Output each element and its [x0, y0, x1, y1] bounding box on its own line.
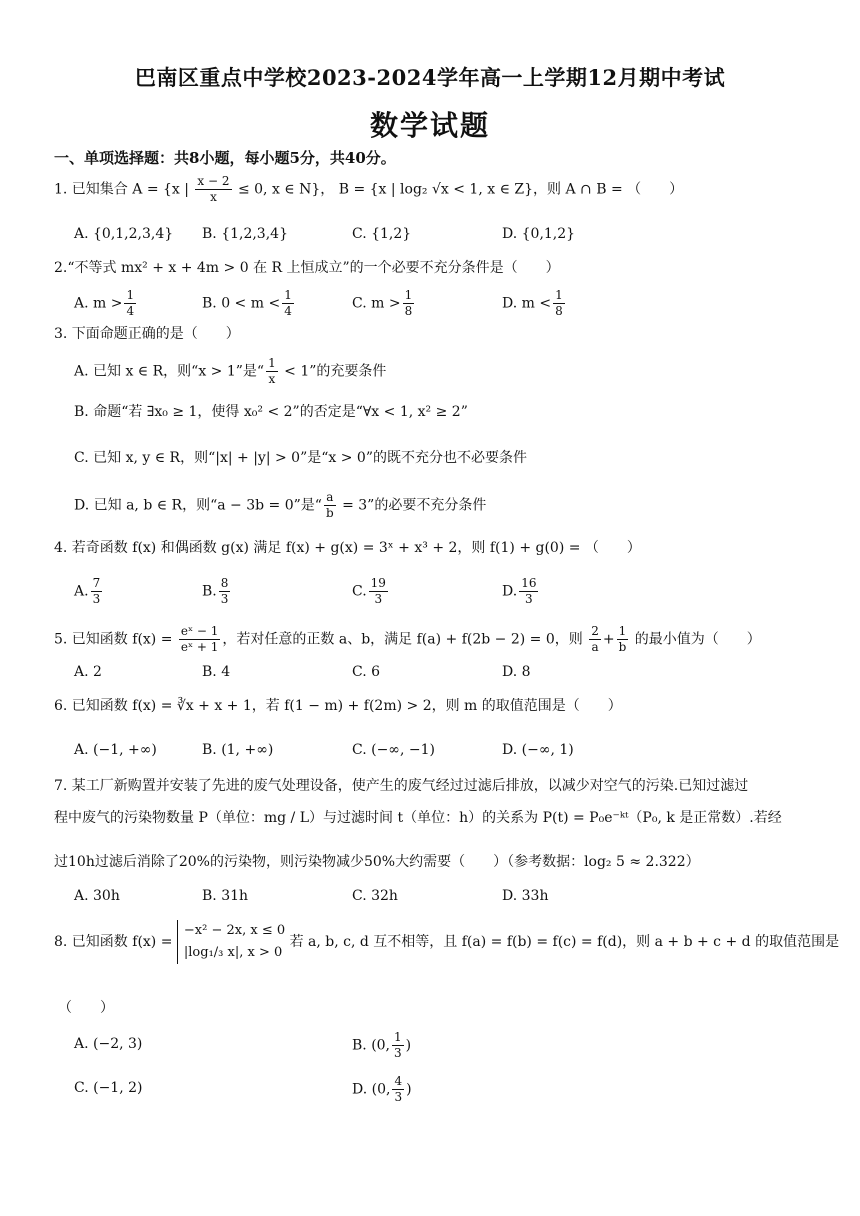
question-5-option-b[interactable]: B. 4 — [202, 664, 231, 680]
question-1-option-d[interactable]: D. {0,1,2} — [502, 226, 576, 242]
question-4-option-b[interactable]: B. $\frac{8}{3}$ — [202, 576, 229, 606]
question-2-option-d[interactable]: D. m < $\frac{1}{8}$ — [502, 288, 563, 318]
question-8-option-d[interactable]: D. (0, $\frac{4}{3}$ ) — [352, 1074, 412, 1104]
question-7-option-d[interactable]: D. 33h — [502, 888, 549, 904]
question-1-option-a[interactable]: A. {0,1,2,3,4} — [74, 226, 174, 242]
question-7-option-c[interactable]: C. 32h — [352, 888, 398, 904]
question-8-stem: 8. 已知函数 f(x) = −x² − 2x, x ≤ 0 |log₁/₃ x|, x > 0 若 a, b, c, d 互不相等，且 f(a) = f(b) = f(c) = f(d)，则 a + b + c + d 的取值范围是 — [54, 920, 839, 964]
question-2-option-c[interactable]: C. m > $\frac{1}{8}$ — [352, 288, 413, 318]
question-1-stem: 1. 已知集合 A = {x | $\frac{x - 2}{x}$ ≤ 0, x ∈ N}， B = {x | log₂ √x < 1, x ∈ Z}，则 A ∩ B = （ ） — [54, 174, 684, 204]
question-8-option-a[interactable]: A. (−2, 3) — [74, 1036, 143, 1052]
question-3-option-b[interactable]: B. 命题“若 ∃x₀ ≥ 1，使得 x₀² < 2”的否定是“∀x < 1, x² ≥ 2” — [74, 404, 468, 420]
question-6-option-b[interactable]: B. (1, +∞) — [202, 742, 274, 758]
question-7-stem-line-3: 过10h过滤后消除了20%的污染物，则污染物减少50%大约需要（ ）（参考数据：log₂ 5 ≈ 2.322） — [54, 854, 700, 870]
question-6-option-a[interactable]: A. (−1, +∞) — [74, 742, 157, 758]
question-8-stem-end: （ ） — [58, 1000, 114, 1016]
question-3-option-d[interactable]: D. 已知 a, b ∈ R，则“a − 3b = 0”是“ $\frac{a}{b}$ = 3”的必要不充分条件 — [74, 490, 487, 520]
question-6-stem: 6. 已知函数 f(x) = ∛x + x + 1，若 f(1 − m) + f(2m) > 2，则 m 的取值范围是（ ） — [54, 698, 622, 714]
question-2-option-a[interactable]: A. m > $\frac{1}{4}$ — [74, 288, 135, 318]
question-2-option-b[interactable]: B. 0 < m < $\frac{1}{4}$ — [202, 288, 292, 318]
section-heading: 一、单项选择题：共8小题，每小题5分，共40分。 — [54, 149, 396, 167]
question-1-option-c[interactable]: C. {1,2} — [352, 226, 412, 242]
question-2-stem: 2.“不等式 mx² + x + 4m > 0 在 R 上恒成立”的一个必要不充分条件是（ ） — [54, 260, 560, 276]
question-4-option-d[interactable]: D. $\frac{16}{3}$ — [502, 576, 537, 606]
question-7-option-a[interactable]: A. 30h — [74, 888, 120, 904]
question-6-option-c[interactable]: C. (−∞, −1) — [352, 742, 435, 758]
question-7-option-b[interactable]: B. 31h — [202, 888, 249, 904]
piecewise-function: −x² − 2x, x ≤ 0 |log₁/₃ x|, x > 0 — [177, 920, 285, 964]
question-5-option-d[interactable]: D. 8 — [502, 664, 531, 680]
question-7-stem-line-2: 程中废气的污染物数量 P（单位：mg / L）与过滤时间 t（单位：h）的关系为 P(t) = P₀e⁻ᵏᵗ（P₀, k 是正常数）.若经 — [54, 810, 782, 826]
question-3-option-a[interactable]: A. 已知 x ∈ R，则“x > 1”是“ $\frac{1}{x}$ < 1”的充要条件 — [74, 356, 387, 386]
exam-title: 巴南区重点中学校2023-2024学年高一上学期12月期中考试 — [134, 65, 726, 90]
question-8-option-c[interactable]: C. (−1, 2) — [74, 1080, 143, 1096]
question-8-option-b[interactable]: B. (0, $\frac{1}{3}$ ) — [352, 1030, 412, 1060]
question-3-option-c[interactable]: C. 已知 x, y ∈ R，则“|x| + |y| > 0”是“x > 0”的既不充分也不必要条件 — [74, 450, 527, 466]
question-4-option-c[interactable]: C. $\frac{19}{3}$ — [352, 576, 386, 606]
question-1-option-b[interactable]: B. {1,2,3,4} — [202, 226, 288, 242]
exam-subtitle: 数学试题 — [369, 109, 490, 142]
question-5-option-a[interactable]: A. 2 — [74, 664, 102, 680]
question-6-option-d[interactable]: D. (−∞, 1) — [502, 742, 574, 758]
question-7-stem-line-1: 7. 某工厂新购置并安装了先进的废气处理设备，使产生的废气经过过滤后排放，以减少对空气的污染.已知过滤过 — [54, 778, 749, 794]
question-4-stem: 4. 若奇函数 f(x) 和偶函数 g(x) 满足 f(x) + g(x) = 3ˣ + x³ + 2，则 f(1) + g(0) = （ ） — [54, 540, 641, 556]
fraction: $\frac{x - 2}{x}$ — [197, 174, 230, 204]
question-5-stem: 5. 已知函数 f(x) = $\frac{\text{eˣ − 1}}{\text{eˣ + 1}}$ ，若对任意的正数 a、b，满足 f(a) + f(2b − 2) = 0，则 $\frac{2}{a}$ + $\frac{1}{b}$ 的最小值为（ ） — [54, 624, 761, 654]
question-3-stem: 3. 下面命题正确的是（ ） — [54, 326, 240, 342]
question-4-option-a[interactable]: A. $\frac{7}{3}$ — [74, 576, 101, 606]
question-5-option-c[interactable]: C. 6 — [352, 664, 381, 680]
